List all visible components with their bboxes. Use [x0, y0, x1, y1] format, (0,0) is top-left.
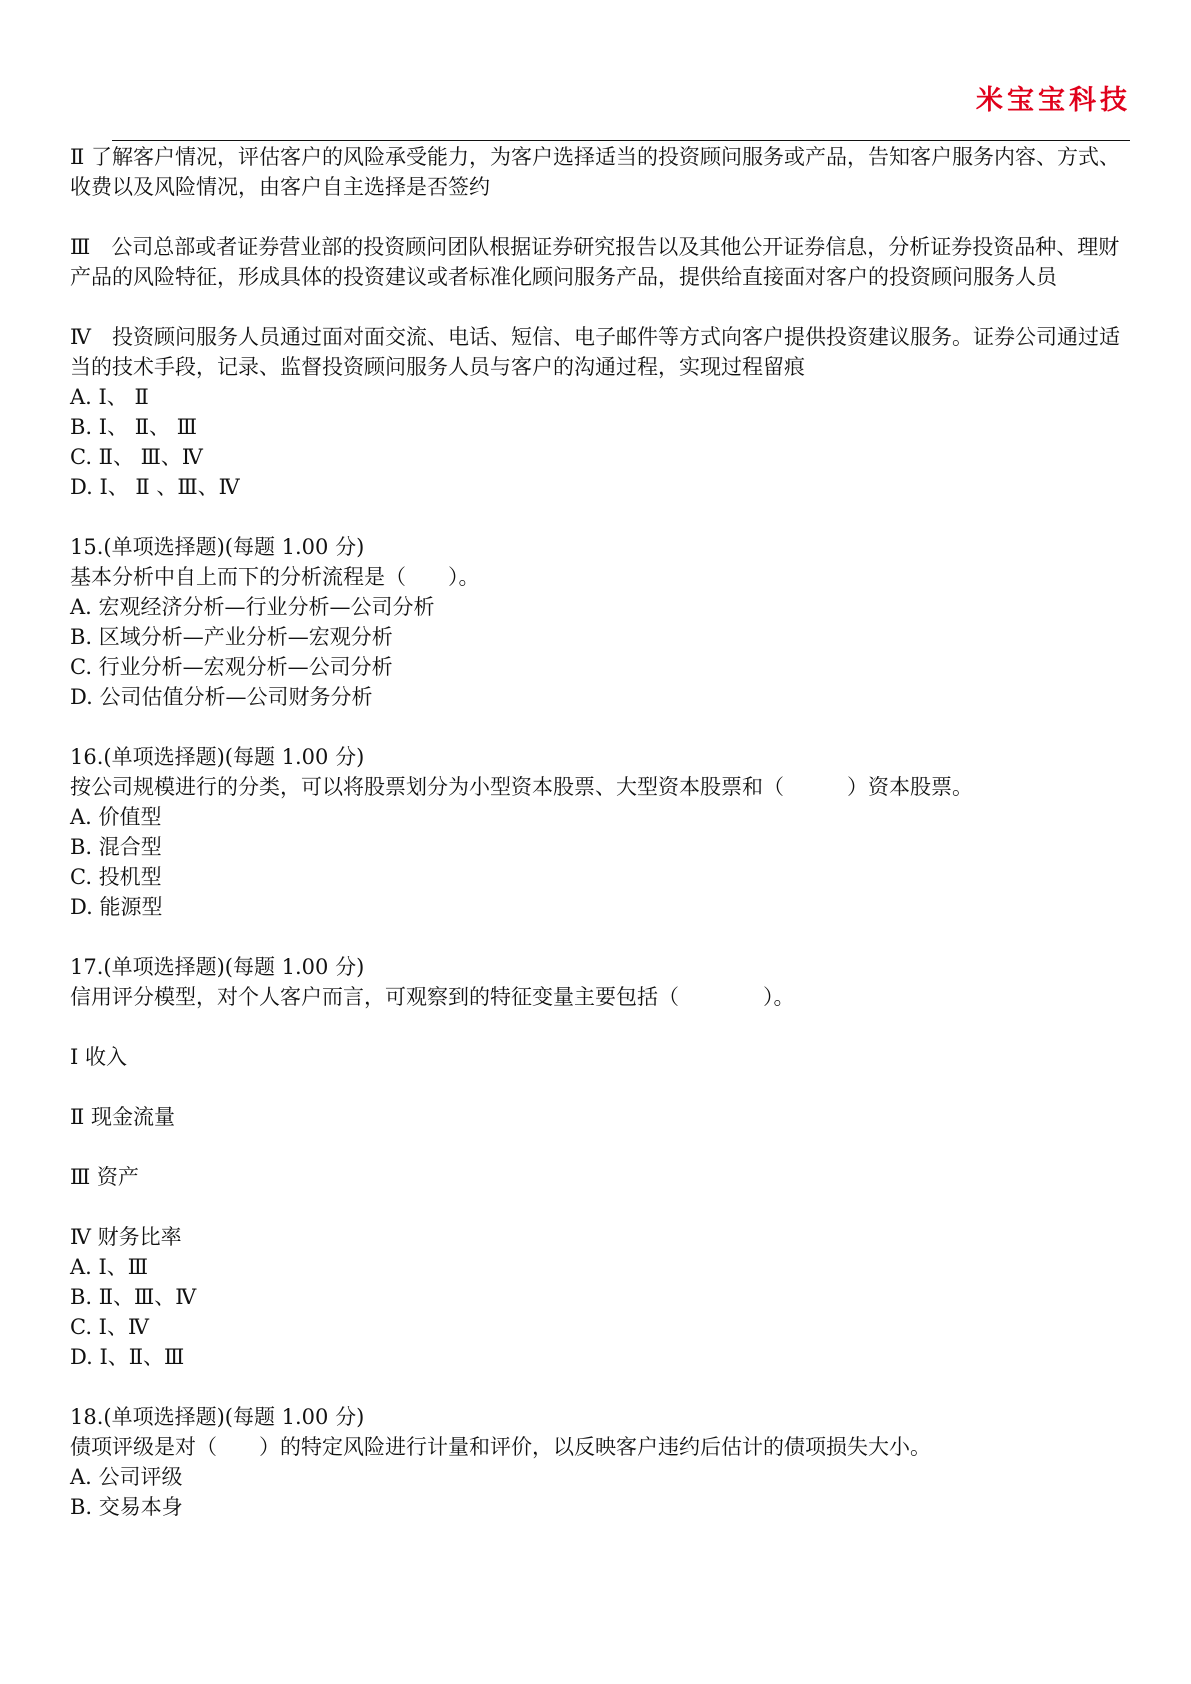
- q14-statement-3: Ⅲ 公司总部或者证券营业部的投资顾问团队根据证券研究报告以及其他公开证券信息，分析证券投资品种、理财产品的风险特征，形成具体的投资建议或者标准化顾问服务产品，提供给直接面对客户的投资顾问服务人员: [70, 235, 1120, 289]
- q15-stem: 基本分析中自上而下的分析流程是（ ）。: [70, 565, 480, 589]
- q15-option-c: C. 行业分析—宏观分析—公司分析: [70, 655, 393, 679]
- q16-option-c: C. 投机型: [70, 865, 162, 889]
- document-body: [70, 142, 1130, 1522]
- q17-option-b: B. Ⅱ、Ⅲ、Ⅳ: [70, 1285, 197, 1309]
- q14-option-d: D. Ⅰ、 Ⅱ 、Ⅲ、Ⅳ: [70, 475, 240, 499]
- q15-option-a: A. 宏观经济分析—行业分析—公司分析: [70, 595, 435, 619]
- q16-header: 16.(单项选择题)(每题 1.00 分): [70, 745, 365, 769]
- q17-statement-3: Ⅲ 资产: [70, 1165, 139, 1189]
- q17-statement-4: Ⅳ 财务比率: [70, 1225, 182, 1249]
- q16-option-a: A. 价值型: [70, 805, 162, 829]
- q18-header: 18.(单项选择题)(每题 1.00 分): [70, 1405, 365, 1429]
- q16-stem: 按公司规模进行的分类，可以将股票划分为小型资本股票、大型资本股票和（ ）资本股票。: [70, 775, 973, 799]
- header-rule: [112, 140, 1130, 141]
- q15-header: 15.(单项选择题)(每题 1.00 分): [70, 535, 365, 559]
- q16-option-b: B. 混合型: [70, 835, 162, 859]
- q18-option-a: A. 公司评级: [70, 1465, 183, 1489]
- q17-option-a: A. Ⅰ、Ⅲ: [70, 1255, 149, 1279]
- q14-statement-4: Ⅳ 投资顾问服务人员通过面对面交流、电话、短信、电子邮件等方式向客户提供投资建议服务。证券公司通过适当的技术手段，记录、监督投资顾问服务人员与客户的沟通过程，实现过程留痕: [70, 325, 1120, 379]
- q14-statement-2: Ⅱ 了解客户情况，评估客户的风险承受能力，为客户选择适当的投资顾问服务或产品，告知客户服务内容、方式、收费以及风险情况，由客户自主选择是否签约: [70, 145, 1120, 199]
- q15-option-b: B. 区域分析—产业分析—宏观分析: [70, 625, 393, 649]
- q14-option-a: A. Ⅰ、 Ⅱ: [70, 385, 149, 409]
- q17-option-c: C. Ⅰ、Ⅳ: [70, 1315, 149, 1339]
- q17-statement-2: Ⅱ 现金流量: [70, 1105, 175, 1129]
- brand-logo-text: 米宝宝科技: [976, 85, 1131, 116]
- q16-option-d: D. 能源型: [70, 895, 163, 919]
- q15-option-d: D. 公司估值分析—公司财务分析: [70, 685, 373, 709]
- q18-option-b: B. 交易本身: [70, 1495, 183, 1519]
- q17-header: 17.(单项选择题)(每题 1.00 分): [70, 955, 365, 979]
- q14-option-c: C. Ⅱ、 Ⅲ、Ⅳ: [70, 445, 203, 469]
- q18-stem: 债项评级是对（ ）的特定风险进行计量和评价，以反映客户违约后估计的债项损失大小。: [70, 1435, 931, 1459]
- q14-option-b: B. Ⅰ、 Ⅱ、 Ⅲ: [70, 415, 197, 439]
- q17-stem: 信用评分模型，对个人客户而言，可观察到的特征变量主要包括（ ）。: [70, 985, 795, 1009]
- q17-statement-1: Ⅰ 收入: [70, 1045, 127, 1069]
- q17-option-d: D. Ⅰ、Ⅱ、Ⅲ: [70, 1345, 185, 1369]
